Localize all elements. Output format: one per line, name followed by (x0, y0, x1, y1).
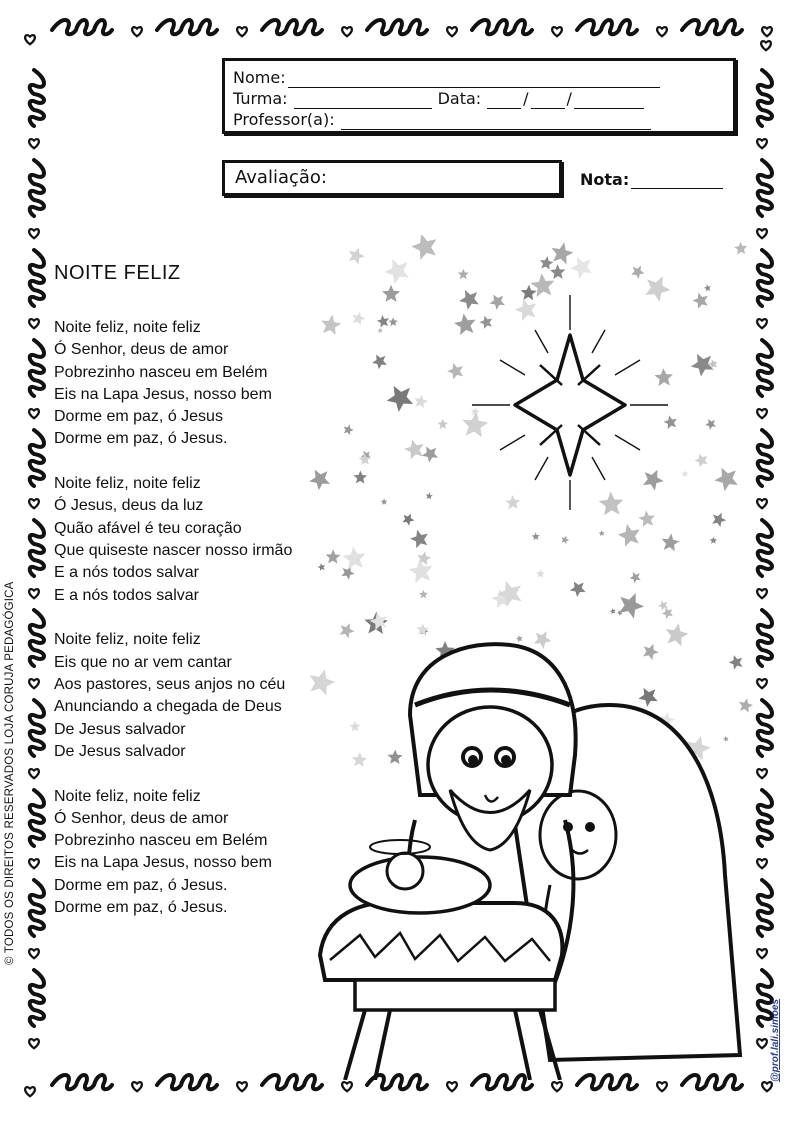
date-day-field[interactable] (487, 93, 521, 109)
name-row (233, 67, 725, 88)
lyric-line: Ó Senhor, deus de amor (54, 341, 229, 359)
lyric-line: Dorme em paz, ó Jesus. (54, 876, 228, 894)
lyric-line: Pobrezinho nasceu em Belém (54, 363, 268, 381)
name-label: Nome: (233, 68, 286, 87)
copyright-notice: © TODOS OS DIREITOS RESERVADOS LOJA CORUJA PEDAGÓGICA (4, 581, 16, 965)
lyric-line: Dorme em paz, ó Jesus. (54, 899, 228, 916)
name-field[interactable] (288, 72, 660, 88)
nativity-scene-illustration (300, 235, 770, 1080)
lyric-line: Noite feliz, noite feliz (54, 475, 201, 493)
lyric-line: De Jesus salvador (54, 742, 186, 760)
lyric-line: Dorme em paz, ó Jesus. (54, 430, 228, 448)
teacher-row (233, 109, 725, 130)
lyric-line: Eis na Lapa Jesus, nosso bem (54, 854, 272, 872)
lyric-line: Quão afável é teu coração (54, 519, 242, 537)
date-separator: / (566, 89, 572, 108)
date-label: Data: (437, 89, 482, 108)
evaluation-label: Avaliação: (235, 167, 327, 188)
class-label: Turma: (233, 89, 288, 108)
lyric-line: E a nós todos salvar (54, 586, 199, 604)
teacher-field[interactable] (341, 114, 651, 130)
lyric-line: Eis na Lapa Jesus, nosso bem (54, 385, 272, 403)
author-credit-link[interactable]: @prof.lali.simoes (770, 998, 781, 1082)
grade-label: Nota: (580, 170, 630, 189)
lyric-line: Dorme em paz, ó Jesus (54, 408, 223, 426)
grade-field[interactable] (631, 173, 723, 189)
lyric-line: Pobrezinho nasceu em Belém (54, 832, 268, 850)
grade-area (580, 170, 725, 189)
class-date-row (233, 88, 725, 109)
star-of-bethlehem-icon (472, 295, 668, 510)
lyric-line: Noite feliz, noite feliz (54, 787, 201, 805)
lyric-line: Anunciando a chegada de Deus (54, 698, 282, 716)
lyric-line: Eis que no ar vem cantar (54, 653, 232, 671)
date-year-field[interactable] (574, 93, 644, 109)
lyric-line: Aos pastores, seus anjos no céu (54, 675, 286, 693)
student-info-box (222, 58, 736, 134)
class-field[interactable] (294, 93, 432, 109)
lyric-line: E a nós todos salvar (54, 564, 199, 582)
lyric-line: Noite feliz, noite feliz (54, 319, 201, 336)
lyric-line: De Jesus salvador (54, 720, 186, 738)
song-title: NOITE FELIZ (54, 262, 181, 284)
teacher-label: Professor(a): (233, 110, 335, 129)
lyric-line: Que quiseste nascer nosso irmão (54, 542, 293, 560)
date-separator: / (523, 89, 529, 108)
lyric-line: Ó Senhor, deus de amor (54, 809, 229, 827)
date-month-field[interactable] (531, 93, 565, 109)
evaluation-box[interactable] (222, 160, 562, 196)
lyric-line: Noite feliz, noite feliz (54, 631, 201, 649)
lyric-line: Ó Jesus, deus da luz (54, 497, 204, 515)
